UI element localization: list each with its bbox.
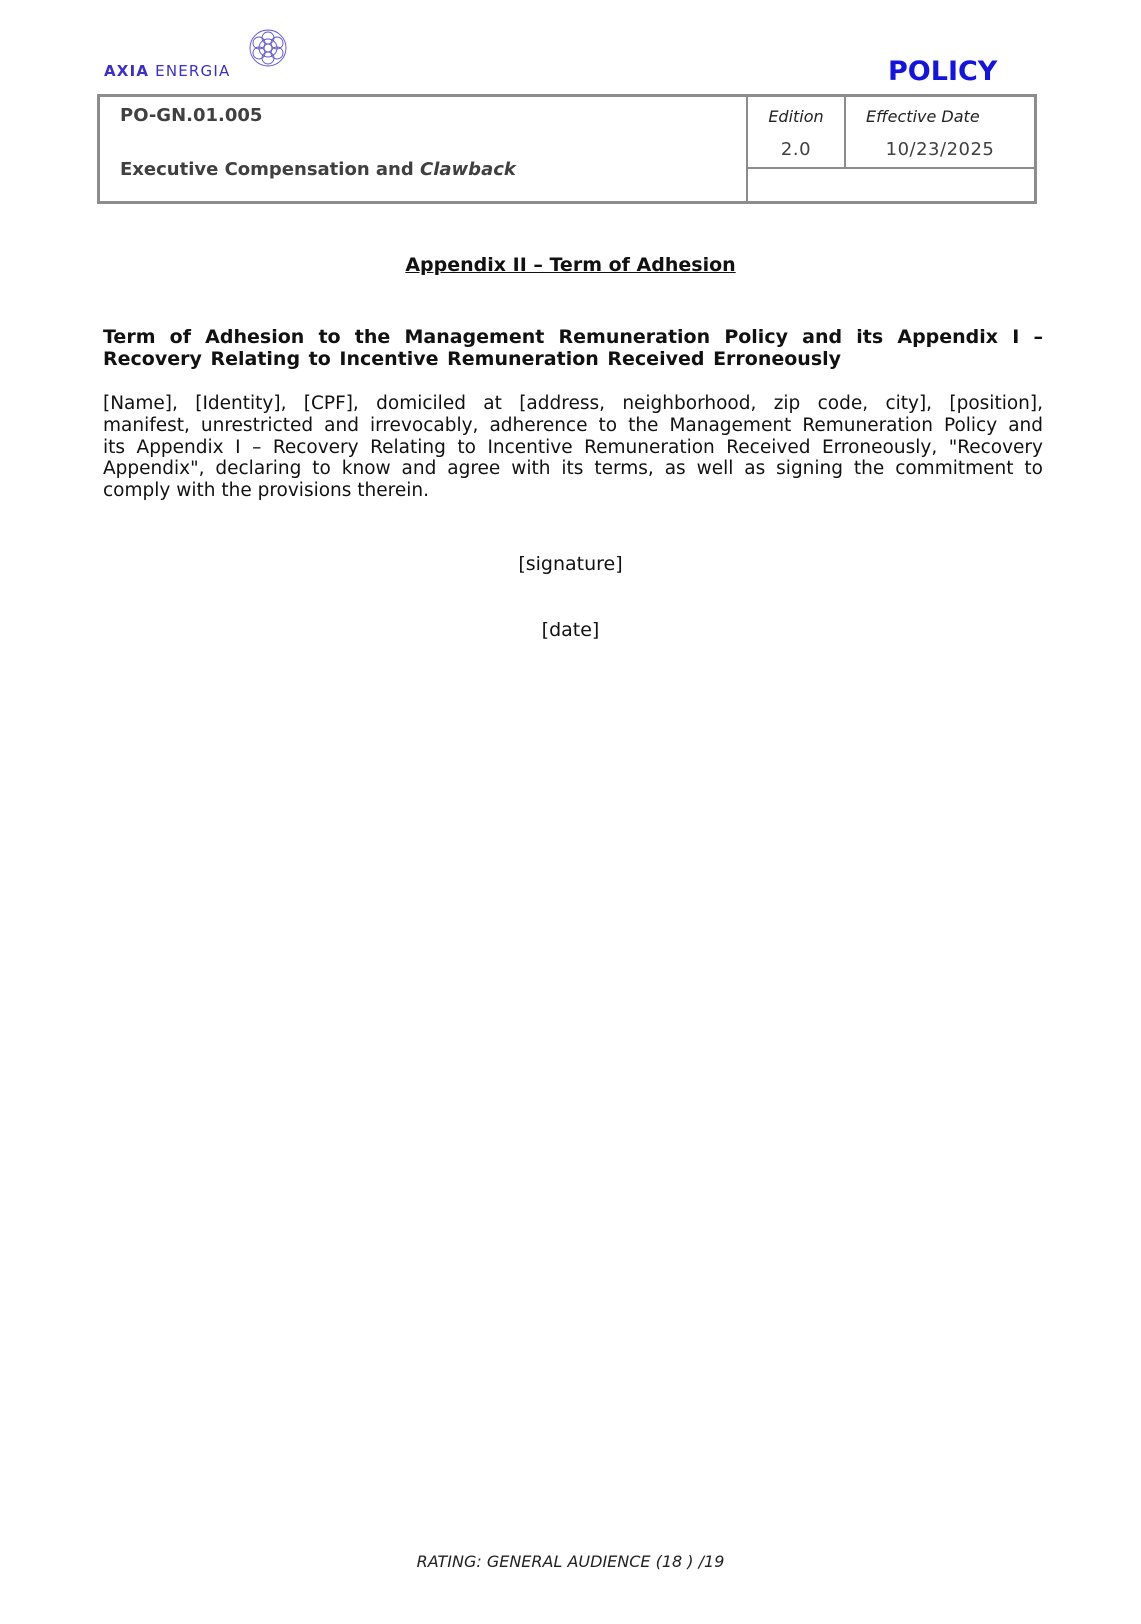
paragraph-line: [Name], [Identity], [CPF], domiciled at [address, neighborhood, zip code, city], [position], xyxy=(103,393,1043,414)
term-title-line: Term of Adhesion to the Management Remuneration Policy and its Appendix I – xyxy=(103,326,1043,348)
adhesion-paragraph xyxy=(103,393,1043,502)
term-title-line: Recovery Relating to Incentive Remuneration Received Erroneously xyxy=(103,348,842,370)
edition-value: 2.0 xyxy=(780,139,812,160)
document-title-main: Executive Compensation and xyxy=(120,159,414,180)
document-type: POLICY xyxy=(888,56,998,87)
edition-cell xyxy=(748,97,846,169)
company-logo xyxy=(104,28,294,80)
effective-date-label: Effective Date xyxy=(866,107,980,126)
term-title xyxy=(103,326,1043,370)
paragraph-line: its Appendix I – Recovery Relating to Incentive Remuneration Received Erroneously, "Recovery xyxy=(103,436,1043,458)
globe-logo-icon xyxy=(246,28,290,68)
date-placeholder: [date] xyxy=(541,619,600,641)
logo-regular-word: ENERGIA xyxy=(155,62,231,80)
effective-date-value: 10/23/2025 xyxy=(885,139,995,160)
document-id-cell xyxy=(100,97,748,201)
effective-date-cell xyxy=(846,97,1034,169)
paragraph-line: comply with the provisions therein. xyxy=(103,480,429,502)
paragraph-line: Appendix", declaring to know and agree with its terms, as well as signing the commitment to xyxy=(103,458,1043,480)
logo-bold-word: AXIA xyxy=(104,62,150,80)
document-header-table xyxy=(97,94,1037,204)
edition-label: Edition xyxy=(768,107,824,126)
footer-rating: RATING: GENERAL AUDIENCE (18 ) /19 xyxy=(416,1552,725,1571)
logo-wordmark xyxy=(104,62,230,80)
document-title-italic: Clawback xyxy=(420,159,516,180)
appendix-heading: Appendix II – Term of Adhesion xyxy=(405,254,736,276)
signature-placeholder: [signature] xyxy=(518,553,623,575)
paragraph-line: manifest, unrestricted and irrevocably, adherence to the Management Remuneration Policy and xyxy=(103,414,1043,436)
document-code: PO-GN.01.005 xyxy=(120,105,263,126)
document-title xyxy=(120,159,516,180)
